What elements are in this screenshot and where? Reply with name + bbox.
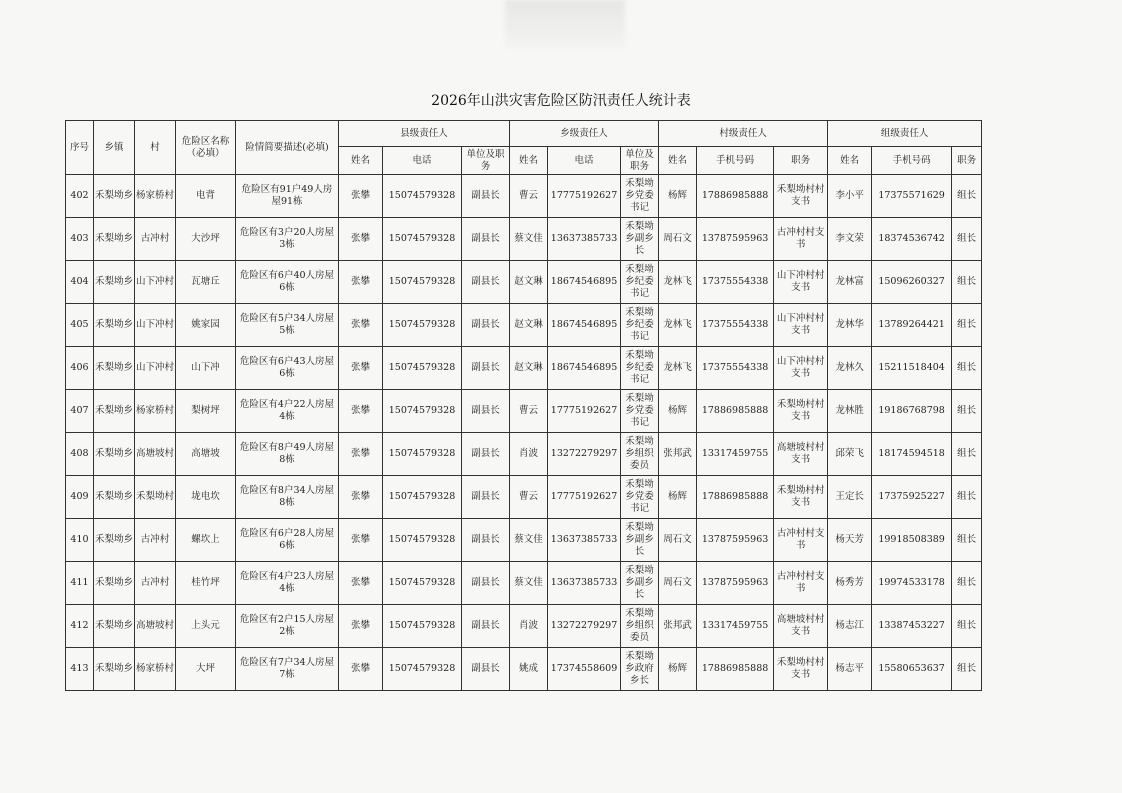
table-row <box>66 433 982 476</box>
table-cell: 李文荣 <box>828 218 872 261</box>
table-cell: 张攀 <box>339 433 383 476</box>
header-county-unit: 单位及职务 <box>462 147 510 175</box>
table-cell: 13272279297 <box>548 605 621 648</box>
table-cell: 桂竹坪 <box>176 562 236 605</box>
table-cell: 危险区有7户34人房屋7栋 <box>236 648 339 691</box>
table-cell: 13787595963 <box>697 562 774 605</box>
table-cell: 17375571629 <box>872 175 952 218</box>
table-cell: 危险区有6户28人房屋6栋 <box>236 519 339 562</box>
table-cell: 18674546895 <box>548 261 621 304</box>
table-cell: 姚成 <box>510 648 548 691</box>
table-cell: 瓦塘丘 <box>176 261 236 304</box>
header-village: 村 <box>135 121 176 175</box>
table-cell: 龙林久 <box>828 347 872 390</box>
table-cell: 禾梨坳乡 <box>94 347 135 390</box>
table-cell: 组长 <box>952 648 982 691</box>
table-cell: 垅电坎 <box>176 476 236 519</box>
table-cell: 407 <box>66 390 94 433</box>
table-cell: 张攀 <box>339 562 383 605</box>
table-cell: 龙林富 <box>828 261 872 304</box>
table-row <box>66 476 982 519</box>
table-cell: 17886985888 <box>697 175 774 218</box>
table-cell: 13387453227 <box>872 605 952 648</box>
table-cell: 蔡文佳 <box>510 562 548 605</box>
table-cell: 螺坎上 <box>176 519 236 562</box>
table-cell: 408 <box>66 433 94 476</box>
table-cell: 禾梨坳乡 <box>94 261 135 304</box>
table-cell: 禾梨坳乡 <box>94 476 135 519</box>
table-cell: 413 <box>66 648 94 691</box>
table-cell: 15211518404 <box>872 347 952 390</box>
table-cell: 17886985888 <box>697 648 774 691</box>
table-row <box>66 605 982 648</box>
table-cell: 张攀 <box>339 476 383 519</box>
table-cell: 蔡文佳 <box>510 519 548 562</box>
table-cell: 上头元 <box>176 605 236 648</box>
table-cell: 山下冲村 <box>135 347 176 390</box>
table-cell: 龙林华 <box>828 304 872 347</box>
table-cell: 张攀 <box>339 648 383 691</box>
scan-smudge <box>505 0 625 48</box>
table-cell: 古冲村村支书 <box>774 218 828 261</box>
table-cell: 18674546895 <box>548 347 621 390</box>
table-cell: 山下冲村村支书 <box>774 261 828 304</box>
table-cell: 禾梨坳乡政府乡长 <box>621 648 659 691</box>
table-cell: 龙林飞 <box>659 347 697 390</box>
header-county-phone: 电话 <box>383 147 462 175</box>
table-cell: 组长 <box>952 562 982 605</box>
table-cell: 组长 <box>952 261 982 304</box>
table-cell: 13787595963 <box>697 519 774 562</box>
table-cell: 周石文 <box>659 562 697 605</box>
table-cell: 副县长 <box>462 261 510 304</box>
table-cell: 禾梨坳村 <box>135 476 176 519</box>
table-cell: 副县长 <box>462 390 510 433</box>
header-village-name: 姓名 <box>659 147 697 175</box>
table-cell: 危险区有8户34人房屋8栋 <box>236 476 339 519</box>
table-row <box>66 261 982 304</box>
table-cell: 杨家桥村 <box>135 648 176 691</box>
table-cell: 402 <box>66 175 94 218</box>
table-cell: 古冲村 <box>135 519 176 562</box>
table-cell: 副县长 <box>462 433 510 476</box>
table-cell: 13637385733 <box>548 519 621 562</box>
table-cell: 张攀 <box>339 390 383 433</box>
table-cell: 危险区有91户49人房屋91栋 <box>236 175 339 218</box>
table-cell: 15074579328 <box>383 218 462 261</box>
table-cell: 禾梨坳乡 <box>94 648 135 691</box>
table-cell: 杨辉 <box>659 390 697 433</box>
header-seq: 序号 <box>66 121 94 175</box>
table-cell: 410 <box>66 519 94 562</box>
table-cell: 禾梨坳乡纪委书记 <box>621 304 659 347</box>
table-cell: 副县长 <box>462 347 510 390</box>
table-cell: 梨树坪 <box>176 390 236 433</box>
table-cell: 张攀 <box>339 261 383 304</box>
table-cell: 18674546895 <box>548 304 621 347</box>
header-county-name: 姓名 <box>339 147 383 175</box>
table-cell: 周石文 <box>659 519 697 562</box>
header-town: 乡镇 <box>94 121 135 175</box>
header-village-mobile: 手机号码 <box>697 147 774 175</box>
table-cell: 17886985888 <box>697 476 774 519</box>
table-cell: 禾梨坳乡党委书记 <box>621 476 659 519</box>
table-cell: 禾梨坳乡 <box>94 175 135 218</box>
table-cell: 17886985888 <box>697 390 774 433</box>
table-cell: 15074579328 <box>383 648 462 691</box>
table-cell: 危险区有8户49人房屋8栋 <box>236 433 339 476</box>
table-cell: 组长 <box>952 390 982 433</box>
table-cell: 18374536742 <box>872 218 952 261</box>
table-cell: 禾梨坳乡副乡长 <box>621 218 659 261</box>
table-row <box>66 304 982 347</box>
table-cell: 曹云 <box>510 390 548 433</box>
table-cell: 邱荣飞 <box>828 433 872 476</box>
header-county-group: 县级责任人 <box>339 121 510 147</box>
table-cell: 17375554338 <box>697 304 774 347</box>
table-cell: 15074579328 <box>383 605 462 648</box>
header-team-group: 组级责任人 <box>828 121 982 147</box>
table-cell: 大坪 <box>176 648 236 691</box>
table-cell: 17775192627 <box>548 390 621 433</box>
table-row <box>66 347 982 390</box>
table-cell: 山下冲村 <box>135 261 176 304</box>
table-cell: 403 <box>66 218 94 261</box>
table-cell: 组长 <box>952 476 982 519</box>
table-cell: 龙林胜 <box>828 390 872 433</box>
table-cell: 杨秀芳 <box>828 562 872 605</box>
table-cell: 姚家园 <box>176 304 236 347</box>
table-cell: 杨家桥村 <box>135 175 176 218</box>
table-cell: 组长 <box>952 519 982 562</box>
table-cell: 危险区有4户22人房屋4栋 <box>236 390 339 433</box>
table-cell: 电背 <box>176 175 236 218</box>
table-cell: 17775192627 <box>548 476 621 519</box>
table-cell: 禾梨坳村村支书 <box>774 175 828 218</box>
table-cell: 杨家桥村 <box>135 390 176 433</box>
table-row <box>66 390 982 433</box>
table-cell: 禾梨坳乡副乡长 <box>621 562 659 605</box>
table-cell: 古冲村 <box>135 218 176 261</box>
table-cell: 禾梨坳乡纪委书记 <box>621 347 659 390</box>
table-cell: 蔡文佳 <box>510 218 548 261</box>
table-cell: 13787595963 <box>697 218 774 261</box>
table-cell: 15074579328 <box>383 347 462 390</box>
table-cell: 13637385733 <box>548 218 621 261</box>
header-zone-name: 危险区名称（必填） <box>176 121 236 175</box>
table-cell: 危险区有4户23人房屋4栋 <box>236 562 339 605</box>
table-cell: 禾梨坳乡 <box>94 304 135 347</box>
table-cell: 高塘坡 <box>176 433 236 476</box>
table-cell: 高塘坡村 <box>135 433 176 476</box>
table-cell: 411 <box>66 562 94 605</box>
table-cell: 副县长 <box>462 605 510 648</box>
table-cell: 张攀 <box>339 218 383 261</box>
table-cell: 13317459755 <box>697 605 774 648</box>
table-cell: 危险区有2户15人房屋2栋 <box>236 605 339 648</box>
table-cell: 危险区有3户20人房屋3栋 <box>236 218 339 261</box>
table-cell: 禾梨坳乡 <box>94 519 135 562</box>
table-cell: 龙林飞 <box>659 261 697 304</box>
table-cell: 周石文 <box>659 218 697 261</box>
table-cell: 13272279297 <box>548 433 621 476</box>
table-cell: 禾梨坳乡副乡长 <box>621 519 659 562</box>
header-township-group: 乡级责任人 <box>510 121 659 147</box>
table-cell: 15074579328 <box>383 433 462 476</box>
table-row <box>66 562 982 605</box>
table-cell: 杨志江 <box>828 605 872 648</box>
table-cell: 杨天芳 <box>828 519 872 562</box>
responsibility-table <box>65 120 982 691</box>
table-cell: 禾梨坳乡组织委员 <box>621 433 659 476</box>
table-cell: 古冲村 <box>135 562 176 605</box>
table-cell: 15074579328 <box>383 476 462 519</box>
table-cell: 18174594518 <box>872 433 952 476</box>
table-row <box>66 519 982 562</box>
table-cell: 19918508389 <box>872 519 952 562</box>
table-cell: 曹云 <box>510 175 548 218</box>
table-cell: 412 <box>66 605 94 648</box>
table-cell: 古冲村村支书 <box>774 519 828 562</box>
table-row <box>66 218 982 261</box>
table-cell: 山下冲村村支书 <box>774 304 828 347</box>
table-cell: 组长 <box>952 175 982 218</box>
header-team-name: 姓名 <box>828 147 872 175</box>
table-cell: 肖波 <box>510 433 548 476</box>
table-cell: 副县长 <box>462 562 510 605</box>
table-cell: 15096260327 <box>872 261 952 304</box>
table-cell: 张攀 <box>339 304 383 347</box>
table-cell: 副县长 <box>462 218 510 261</box>
table-cell: 19974533178 <box>872 562 952 605</box>
table-cell: 副县长 <box>462 476 510 519</box>
header-township-unit: 单位及职务 <box>621 147 659 175</box>
header-township-phone: 电话 <box>548 147 621 175</box>
table-cell: 组长 <box>952 605 982 648</box>
table-cell: 禾梨坳乡 <box>94 390 135 433</box>
table-cell: 17375554338 <box>697 347 774 390</box>
table-cell: 王定长 <box>828 476 872 519</box>
table-cell: 禾梨坳乡党委书记 <box>621 390 659 433</box>
table-cell: 大沙坪 <box>176 218 236 261</box>
table-cell: 副县长 <box>462 175 510 218</box>
table-cell: 副县长 <box>462 304 510 347</box>
table-cell: 杨辉 <box>659 476 697 519</box>
header-team-mobile: 手机号码 <box>872 147 952 175</box>
table-cell: 张攀 <box>339 519 383 562</box>
table-cell: 19186768798 <box>872 390 952 433</box>
table-cell: 张攀 <box>339 175 383 218</box>
table-cell: 13789264421 <box>872 304 952 347</box>
table-cell: 禾梨坳乡组织委员 <box>621 605 659 648</box>
header-team-position: 职务 <box>952 147 982 175</box>
table-cell: 组长 <box>952 218 982 261</box>
table-cell: 406 <box>66 347 94 390</box>
table-cell: 404 <box>66 261 94 304</box>
table-cell: 张邦武 <box>659 605 697 648</box>
table-cell: 13637385733 <box>548 562 621 605</box>
table-cell: 山下冲 <box>176 347 236 390</box>
table-cell: 危险区有6户43人房屋6栋 <box>236 347 339 390</box>
table-row <box>66 648 982 691</box>
table-cell: 李小平 <box>828 175 872 218</box>
table-title: 2026年山洪灾害危险区防汛责任人统计表 <box>431 93 691 109</box>
table-cell: 15074579328 <box>383 562 462 605</box>
table-cell: 张攀 <box>339 605 383 648</box>
table-cell: 17375925227 <box>872 476 952 519</box>
table-cell: 高塘坡村村支书 <box>774 433 828 476</box>
table-cell: 禾梨坳乡 <box>94 562 135 605</box>
table-cell: 15074579328 <box>383 261 462 304</box>
table-cell: 古冲村村支书 <box>774 562 828 605</box>
header-description: 险情简要描述(必填) <box>236 121 339 175</box>
table-cell: 禾梨坳村村支书 <box>774 476 828 519</box>
table-cell: 肖波 <box>510 605 548 648</box>
table-cell: 山下冲村村支书 <box>774 347 828 390</box>
table-cell: 禾梨坳乡 <box>94 433 135 476</box>
table-cell: 17375554338 <box>697 261 774 304</box>
table-row <box>66 175 982 218</box>
table-cell: 高塘坡村 <box>135 605 176 648</box>
table-cell: 杨志平 <box>828 648 872 691</box>
table-cell: 15074579328 <box>383 304 462 347</box>
table-cell: 15074579328 <box>383 390 462 433</box>
table-cell: 组长 <box>952 304 982 347</box>
table-cell: 17374558609 <box>548 648 621 691</box>
header-township-name: 姓名 <box>510 147 548 175</box>
table-cell: 危险区有6户40人房屋6栋 <box>236 261 339 304</box>
table-cell: 赵文琳 <box>510 261 548 304</box>
table-cell: 禾梨坳乡 <box>94 605 135 648</box>
table-cell: 13317459755 <box>697 433 774 476</box>
table-cell: 杨辉 <box>659 648 697 691</box>
table-cell: 禾梨坳乡党委书记 <box>621 175 659 218</box>
table-cell: 组长 <box>952 347 982 390</box>
table-cell: 高塘坡村村支书 <box>774 605 828 648</box>
table-cell: 杨辉 <box>659 175 697 218</box>
table-cell: 赵文琳 <box>510 304 548 347</box>
table-cell: 副县长 <box>462 648 510 691</box>
table-cell: 17775192627 <box>548 175 621 218</box>
table-cell: 禾梨坳乡纪委书记 <box>621 261 659 304</box>
table-cell: 禾梨坳村村支书 <box>774 648 828 691</box>
table-cell: 15074579328 <box>383 519 462 562</box>
header-village-position: 职务 <box>774 147 828 175</box>
table-cell: 15074579328 <box>383 175 462 218</box>
table-cell: 副县长 <box>462 519 510 562</box>
table-cell: 405 <box>66 304 94 347</box>
header-village-group: 村级责任人 <box>659 121 828 147</box>
table-cell: 龙林飞 <box>659 304 697 347</box>
table-cell: 危险区有5户34人房屋5栋 <box>236 304 339 347</box>
table-cell: 15580653637 <box>872 648 952 691</box>
table-cell: 赵文琳 <box>510 347 548 390</box>
table-cell: 张邦武 <box>659 433 697 476</box>
table-cell: 曹云 <box>510 476 548 519</box>
table-cell: 禾梨坳村村支书 <box>774 390 828 433</box>
table-cell: 409 <box>66 476 94 519</box>
table-cell: 山下冲村 <box>135 304 176 347</box>
table-cell: 张攀 <box>339 347 383 390</box>
table-cell: 禾梨坳乡 <box>94 218 135 261</box>
table-cell: 组长 <box>952 433 982 476</box>
